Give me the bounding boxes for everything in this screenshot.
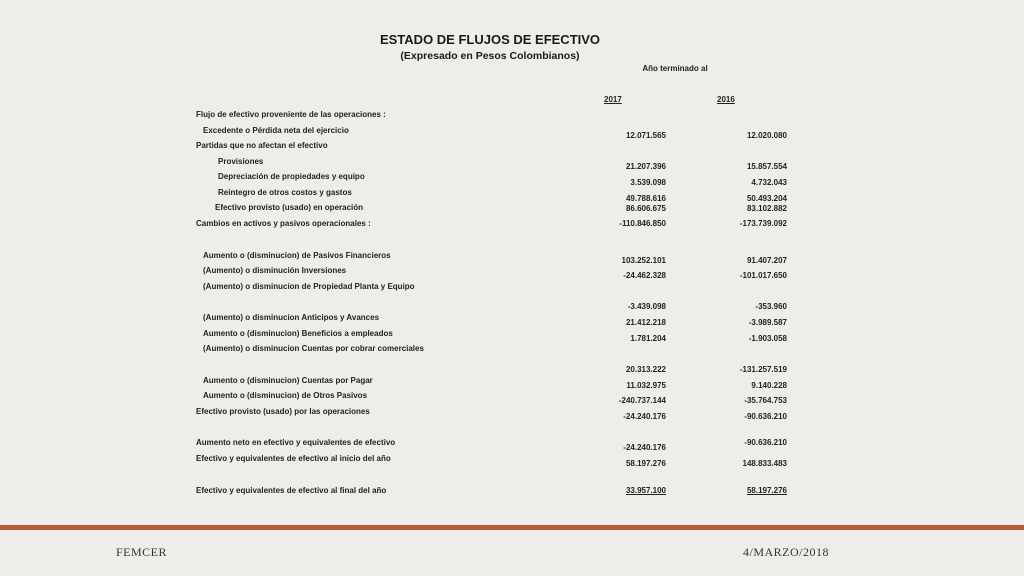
value-2017: -24.462.328: [623, 271, 666, 280]
value-2016: -173.739.092: [739, 219, 787, 228]
value-2016: -3.989.587: [748, 318, 787, 327]
year-header: Año terminado al: [642, 64, 708, 73]
footer-left: FEMCER: [116, 545, 168, 559]
value-2017: 49.788.616: [625, 194, 666, 203]
accent-bar: [0, 525, 1024, 530]
row-label: Reintegro de otros costos y gastos: [218, 188, 352, 197]
row-label: Aumento o (disminucion) Cuentas por Pagar: [203, 376, 373, 385]
value-2016: -90.636.210: [744, 438, 787, 447]
value-2017: -24.240.176: [623, 443, 666, 452]
column-header-2016: 2016: [717, 95, 735, 104]
row-label: Aumento o (disminucion) de Otros Pasivos: [203, 391, 368, 400]
document-title: ESTADO DE FLUJOS DE EFECTIVO: [379, 32, 601, 47]
row-label: Provisiones: [218, 157, 264, 166]
row-label: Efectivo y equivalentes de efectivo al final del año: [196, 486, 387, 495]
row-label: (Aumento) o disminucion Cuentas por cobrar comerciales: [203, 344, 424, 353]
row-label: Aumento o (disminucion) Beneficios a empleados: [203, 329, 393, 338]
value-2017: -110.846.850: [619, 219, 666, 228]
value-2016: -101.017.650: [739, 271, 787, 280]
value-2017: 103.252.101: [621, 256, 666, 265]
value-2017: 1.781.204: [630, 334, 666, 343]
value-2016: -90.636.210: [744, 412, 787, 421]
value-2017: 11.032.975: [626, 381, 666, 390]
row-label: Cambios en activos y pasivos operacionales :: [196, 219, 371, 228]
value-2016: 50.493.204: [746, 194, 787, 203]
column-header-2017: 2017: [604, 95, 622, 104]
value-2016: 4.732.043: [751, 178, 787, 187]
row-label: Depreciación de propiedades y equipo: [218, 172, 365, 181]
value-2016: -353.960: [755, 302, 787, 311]
value-2017: -24.240.176: [623, 412, 666, 421]
value-2016: 12.020.080: [746, 131, 787, 140]
row-label: Efectivo provisto (usado) por las operaciones: [196, 407, 370, 416]
row-label: Aumento o (disminucion) de Pasivos Financieros: [203, 251, 391, 260]
value-2016: -1.903.058: [748, 334, 787, 343]
row-label: Efectivo y equivalentes de efectivo al inicio del año: [196, 454, 391, 463]
value-2017: 21.412.218: [625, 318, 666, 327]
value-2017: 21.207.396: [625, 162, 666, 171]
value-2017: 33.957.100: [625, 486, 666, 495]
value-2017: -3.439.098: [627, 302, 666, 311]
row-label: Aumento neto en efectivo y equivalentes de efectivo: [196, 438, 396, 447]
row-label: (Aumento) o disminución Inversiones: [203, 266, 347, 275]
row-label: (Aumento) o disminucion Anticipos y Avances: [203, 313, 380, 322]
value-2017: -240.737.144: [618, 396, 666, 405]
value-2016: -35.764.753: [744, 396, 787, 405]
value-2017: 58.197.276: [625, 459, 666, 468]
value-2017: 20.313.222: [625, 365, 666, 374]
value-2016: 58.197.276: [746, 486, 787, 495]
value-2017: 12.071.565: [625, 131, 666, 140]
row-label: Flujo de efectivo proveniente de las operaciones :: [196, 110, 386, 119]
document-subtitle: (Expresado en Pesos Colombianos): [400, 50, 580, 62]
value-2016: -131.257.519: [739, 365, 787, 374]
value-2016: 91.407.207: [746, 256, 787, 265]
value-2016: 9.140.228: [751, 381, 787, 390]
value-2016: 15.857.554: [746, 162, 787, 171]
value-2016: 148.833.483: [742, 459, 787, 468]
row-label: Partidas que no afectan el efectivo: [196, 141, 328, 150]
row-label: Excedente o Pérdida neta del ejercicio: [203, 126, 349, 135]
row-label: Efectivo provisto (usado) en operación: [215, 203, 364, 212]
value-2016: 83.102.882: [746, 204, 787, 213]
footer-date: 4/MARZO/2018: [743, 545, 830, 559]
value-2017: 86.606.675: [625, 204, 666, 213]
row-label: (Aumento) o disminucion de Propiedad Planta y Equipo: [203, 282, 415, 291]
value-2017: 3.539.098: [630, 178, 666, 187]
